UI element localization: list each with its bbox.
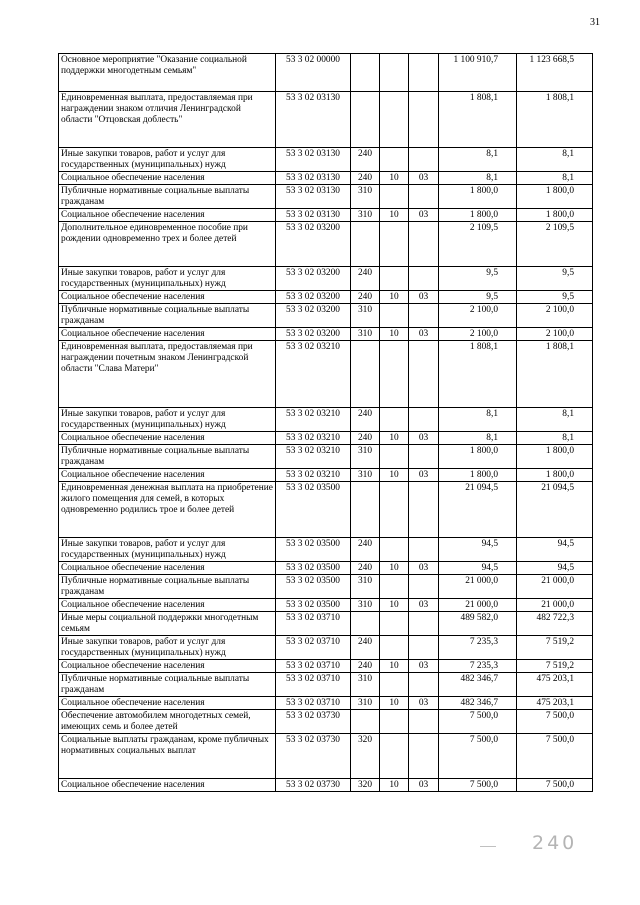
cell-vr: 240 (351, 538, 380, 562)
cell-vr: 310 (351, 209, 380, 222)
cell-vr: 240 (351, 408, 380, 432)
cell-rz (380, 222, 409, 267)
cell-y2: 1 800,0 (517, 209, 593, 222)
cell-name: Публичные нормативные социальные выплаты гражданам (59, 575, 276, 599)
cell-name: Социальное обеспечение населения (59, 469, 276, 482)
cell-y1: 2 100,0 (439, 304, 517, 328)
table-row (59, 538, 593, 562)
cell-rz: 10 (380, 172, 409, 185)
cell-y2: 2 100,0 (517, 304, 593, 328)
cell-vr (351, 92, 380, 148)
cell-code: 53 3 02 03500 (276, 575, 351, 599)
cell-pr: 03 (409, 779, 439, 792)
cell-code: 53 3 02 03500 (276, 482, 351, 538)
cell-name: Социальное обеспечение населения (59, 599, 276, 612)
cell-y1: 1 808,1 (439, 341, 517, 408)
table-row (59, 92, 593, 148)
cell-pr (409, 636, 439, 660)
cell-name: Публичные нормативные социальные выплаты гражданам (59, 445, 276, 469)
cell-vr (351, 710, 380, 734)
cell-y1: 7 235,3 (439, 636, 517, 660)
cell-rz (380, 267, 409, 291)
table-row (59, 562, 593, 575)
cell-y1: 2 109,5 (439, 222, 517, 267)
cell-y2: 94,5 (517, 562, 593, 575)
cell-vr: 320 (351, 779, 380, 792)
cell-vr: 240 (351, 172, 380, 185)
cell-name: Иные закупки товаров, работ и услуг для государственных (муниципальных) нужд (59, 636, 276, 660)
table-row (59, 575, 593, 599)
cell-y2: 1 808,1 (517, 92, 593, 148)
cell-code: 53 3 02 03500 (276, 562, 351, 575)
cell-rz (380, 673, 409, 697)
cell-y2: 475 203,1 (517, 697, 593, 710)
page-number: 31 (590, 17, 600, 28)
page-stamp: 240 (532, 832, 578, 854)
cell-vr: 240 (351, 432, 380, 445)
cell-code: 53 3 02 03200 (276, 267, 351, 291)
table-row (59, 341, 593, 408)
cell-vr (351, 54, 380, 92)
cell-y1: 94,5 (439, 538, 517, 562)
cell-rz (380, 575, 409, 599)
cell-name: Основное мероприятие "Оказание социальной поддержки многодетным семьям" (59, 54, 276, 92)
table-row (59, 779, 593, 792)
cell-code: 53 3 02 03200 (276, 328, 351, 341)
cell-name: Единовременная выплата, предоставляемая при награждении знаком отличия Ленинградской области "Отцовская доблесть" (59, 92, 276, 148)
cell-y1: 9,5 (439, 267, 517, 291)
cell-name: Иные закупки товаров, работ и услуг для государственных (муниципальных) нужд (59, 408, 276, 432)
cell-y1: 8,1 (439, 408, 517, 432)
cell-y2: 1 800,0 (517, 445, 593, 469)
table-row (59, 54, 593, 92)
cell-vr: 310 (351, 469, 380, 482)
table-row (59, 172, 593, 185)
cell-code: 53 3 02 03730 (276, 710, 351, 734)
cell-y2: 482 722,3 (517, 612, 593, 636)
table-row (59, 445, 593, 469)
cell-y1: 1 800,0 (439, 445, 517, 469)
table-row (59, 612, 593, 636)
cell-pr: 03 (409, 172, 439, 185)
cell-pr: 03 (409, 291, 439, 304)
cell-pr: 03 (409, 660, 439, 673)
cell-y1: 21 094,5 (439, 482, 517, 538)
cell-y2: 1 808,1 (517, 341, 593, 408)
cell-y1: 7 500,0 (439, 710, 517, 734)
cell-pr (409, 304, 439, 328)
table-row (59, 432, 593, 445)
cell-code: 53 3 02 03730 (276, 734, 351, 779)
cell-name: Социальное обеспечение населения (59, 660, 276, 673)
cell-code: 53 3 02 03130 (276, 172, 351, 185)
cell-rz: 10 (380, 697, 409, 710)
cell-vr: 310 (351, 599, 380, 612)
cell-y1: 1 800,0 (439, 185, 517, 209)
cell-vr (351, 482, 380, 538)
cell-rz (380, 185, 409, 209)
cell-pr: 03 (409, 469, 439, 482)
table-row (59, 636, 593, 660)
cell-name: Иные закупки товаров, работ и услуг для государственных (муниципальных) нужд (59, 538, 276, 562)
cell-name: Единовременная выплата, предоставляемая при награждении почетным знаком Ленинградской области "Слава Матери" (59, 341, 276, 408)
cell-y2: 9,5 (517, 291, 593, 304)
table-row (59, 148, 593, 172)
cell-y2: 1 800,0 (517, 185, 593, 209)
cell-name: Социальное обеспечение населения (59, 328, 276, 341)
cell-name: Социальные выплаты гражданам, кроме публичных нормативных социальных выплат (59, 734, 276, 779)
cell-y2: 7 500,0 (517, 710, 593, 734)
table-row (59, 599, 593, 612)
cell-code: 53 3 02 03200 (276, 291, 351, 304)
cell-rz (380, 341, 409, 408)
cell-rz (380, 304, 409, 328)
table-row (59, 408, 593, 432)
cell-pr (409, 54, 439, 92)
cell-rz (380, 734, 409, 779)
table-row (59, 482, 593, 538)
cell-y1: 8,1 (439, 172, 517, 185)
cell-rz (380, 612, 409, 636)
cell-vr: 310 (351, 697, 380, 710)
table-row (59, 328, 593, 341)
cell-y1: 21 000,0 (439, 575, 517, 599)
cell-rz (380, 445, 409, 469)
cell-y2: 475 203,1 (517, 673, 593, 697)
cell-y2: 1 123 668,5 (517, 54, 593, 92)
cell-pr: 03 (409, 697, 439, 710)
cell-name: Социальное обеспечение населения (59, 697, 276, 710)
cell-pr: 03 (409, 328, 439, 341)
cell-code: 53 3 02 03710 (276, 673, 351, 697)
cell-code: 53 3 02 03130 (276, 209, 351, 222)
cell-rz: 10 (380, 209, 409, 222)
cell-y2: 2 100,0 (517, 328, 593, 341)
cell-vr: 310 (351, 575, 380, 599)
cell-name: Социальное обеспечение населения (59, 562, 276, 575)
cell-y1: 7 500,0 (439, 734, 517, 779)
table-row (59, 734, 593, 779)
cell-y2: 21 094,5 (517, 482, 593, 538)
cell-y2: 8,1 (517, 172, 593, 185)
cell-pr: 03 (409, 432, 439, 445)
cell-code: 53 3 02 03200 (276, 222, 351, 267)
cell-code: 53 3 02 03500 (276, 599, 351, 612)
cell-pr (409, 408, 439, 432)
cell-name: Публичные нормативные социальные выплаты гражданам (59, 185, 276, 209)
table-row (59, 267, 593, 291)
cell-vr: 310 (351, 673, 380, 697)
cell-rz (380, 538, 409, 562)
table-row (59, 697, 593, 710)
cell-rz (380, 710, 409, 734)
cell-y2: 8,1 (517, 408, 593, 432)
table-row (59, 660, 593, 673)
cell-y1: 9,5 (439, 291, 517, 304)
table-row (59, 291, 593, 304)
cell-y2: 1 800,0 (517, 469, 593, 482)
cell-y2: 8,1 (517, 148, 593, 172)
cell-y2: 94,5 (517, 538, 593, 562)
cell-pr (409, 673, 439, 697)
stamp-dash (480, 846, 496, 847)
cell-y2: 9,5 (517, 267, 593, 291)
cell-name: Дополнительное единовременное пособие при рождении одновременно трех и более детей (59, 222, 276, 267)
table-row (59, 469, 593, 482)
cell-y2: 8,1 (517, 432, 593, 445)
cell-y1: 1 800,0 (439, 469, 517, 482)
cell-vr: 310 (351, 185, 380, 209)
cell-rz: 10 (380, 562, 409, 575)
cell-name: Единовременная денежная выплата на приобретение жилого помещения для семей, в которых одновременно родились трое и более детей (59, 482, 276, 538)
cell-pr (409, 267, 439, 291)
cell-rz (380, 636, 409, 660)
cell-name: Социальное обеспечение населения (59, 432, 276, 445)
cell-code: 53 3 02 03210 (276, 432, 351, 445)
cell-vr (351, 612, 380, 636)
cell-code: 53 3 02 03210 (276, 408, 351, 432)
table-row (59, 710, 593, 734)
cell-vr: 240 (351, 660, 380, 673)
cell-pr: 03 (409, 209, 439, 222)
cell-code: 53 3 02 00000 (276, 54, 351, 92)
cell-name: Публичные нормативные социальные выплаты гражданам (59, 304, 276, 328)
cell-rz: 10 (380, 291, 409, 304)
cell-name: Публичные нормативные социальные выплаты гражданам (59, 673, 276, 697)
cell-name: Иные меры социальной поддержки многодетным семьям (59, 612, 276, 636)
cell-vr (351, 222, 380, 267)
cell-pr: 03 (409, 562, 439, 575)
table-row (59, 209, 593, 222)
cell-vr: 320 (351, 734, 380, 779)
cell-code: 53 3 02 03730 (276, 779, 351, 792)
cell-y1: 2 100,0 (439, 328, 517, 341)
cell-y2: 21 000,0 (517, 575, 593, 599)
cell-y1: 21 000,0 (439, 599, 517, 612)
cell-vr: 240 (351, 562, 380, 575)
cell-code: 53 3 02 03130 (276, 92, 351, 148)
cell-vr (351, 341, 380, 408)
cell-name: Социальное обеспечение населения (59, 779, 276, 792)
cell-pr (409, 341, 439, 408)
cell-y2: 7 519,2 (517, 636, 593, 660)
cell-pr (409, 575, 439, 599)
cell-code: 53 3 02 03210 (276, 469, 351, 482)
table-row (59, 673, 593, 697)
cell-y1: 1 808,1 (439, 92, 517, 148)
cell-y1: 1 800,0 (439, 209, 517, 222)
cell-rz: 10 (380, 660, 409, 673)
cell-y1: 8,1 (439, 432, 517, 445)
cell-rz (380, 54, 409, 92)
cell-pr (409, 92, 439, 148)
cell-code: 53 3 02 03500 (276, 538, 351, 562)
cell-vr: 310 (351, 445, 380, 469)
cell-vr: 310 (351, 328, 380, 341)
cell-rz: 10 (380, 779, 409, 792)
cell-pr (409, 482, 439, 538)
cell-code: 53 3 02 03130 (276, 185, 351, 209)
cell-pr (409, 538, 439, 562)
cell-y1: 94,5 (439, 562, 517, 575)
cell-pr (409, 710, 439, 734)
cell-rz: 10 (380, 328, 409, 341)
cell-vr: 240 (351, 636, 380, 660)
cell-vr: 310 (351, 304, 380, 328)
cell-y2: 21 000,0 (517, 599, 593, 612)
cell-y2: 7 519,2 (517, 660, 593, 673)
cell-pr (409, 734, 439, 779)
cell-vr: 240 (351, 148, 380, 172)
cell-pr (409, 612, 439, 636)
cell-vr: 240 (351, 291, 380, 304)
cell-pr (409, 185, 439, 209)
cell-name: Социальное обеспечение населения (59, 172, 276, 185)
cell-rz: 10 (380, 469, 409, 482)
cell-code: 53 3 02 03200 (276, 304, 351, 328)
cell-pr: 03 (409, 599, 439, 612)
cell-y1: 1 100 910,7 (439, 54, 517, 92)
cell-name: Социальное обеспечение населения (59, 209, 276, 222)
cell-rz: 10 (380, 432, 409, 445)
cell-code: 53 3 02 03710 (276, 660, 351, 673)
cell-rz (380, 148, 409, 172)
cell-y1: 7 235,3 (439, 660, 517, 673)
cell-rz (380, 408, 409, 432)
cell-code: 53 3 02 03710 (276, 697, 351, 710)
cell-pr (409, 445, 439, 469)
cell-name: Социальное обеспечение населения (59, 291, 276, 304)
cell-y1: 8,1 (439, 148, 517, 172)
cell-pr (409, 148, 439, 172)
cell-name: Иные закупки товаров, работ и услуг для государственных (муниципальных) нужд (59, 148, 276, 172)
cell-code: 53 3 02 03210 (276, 445, 351, 469)
cell-rz (380, 482, 409, 538)
cell-rz: 10 (380, 599, 409, 612)
table-row (59, 185, 593, 209)
table-row (59, 222, 593, 267)
cell-code: 53 3 02 03210 (276, 341, 351, 408)
cell-vr: 240 (351, 267, 380, 291)
cell-name: Обеспечение автомобилем многодетных семей, имеющих семь и более детей (59, 710, 276, 734)
cell-y1: 482 346,7 (439, 673, 517, 697)
cell-y1: 482 346,7 (439, 697, 517, 710)
cell-y1: 7 500,0 (439, 779, 517, 792)
budget-table (58, 53, 593, 792)
cell-y1: 489 582,0 (439, 612, 517, 636)
cell-code: 53 3 02 03710 (276, 636, 351, 660)
cell-y2: 2 109,5 (517, 222, 593, 267)
cell-name: Иные закупки товаров, работ и услуг для государственных (муниципальных) нужд (59, 267, 276, 291)
table-row (59, 304, 593, 328)
cell-rz (380, 92, 409, 148)
cell-y2: 7 500,0 (517, 734, 593, 779)
cell-y2: 7 500,0 (517, 779, 593, 792)
cell-code: 53 3 02 03710 (276, 612, 351, 636)
cell-pr (409, 222, 439, 267)
cell-code: 53 3 02 03130 (276, 148, 351, 172)
